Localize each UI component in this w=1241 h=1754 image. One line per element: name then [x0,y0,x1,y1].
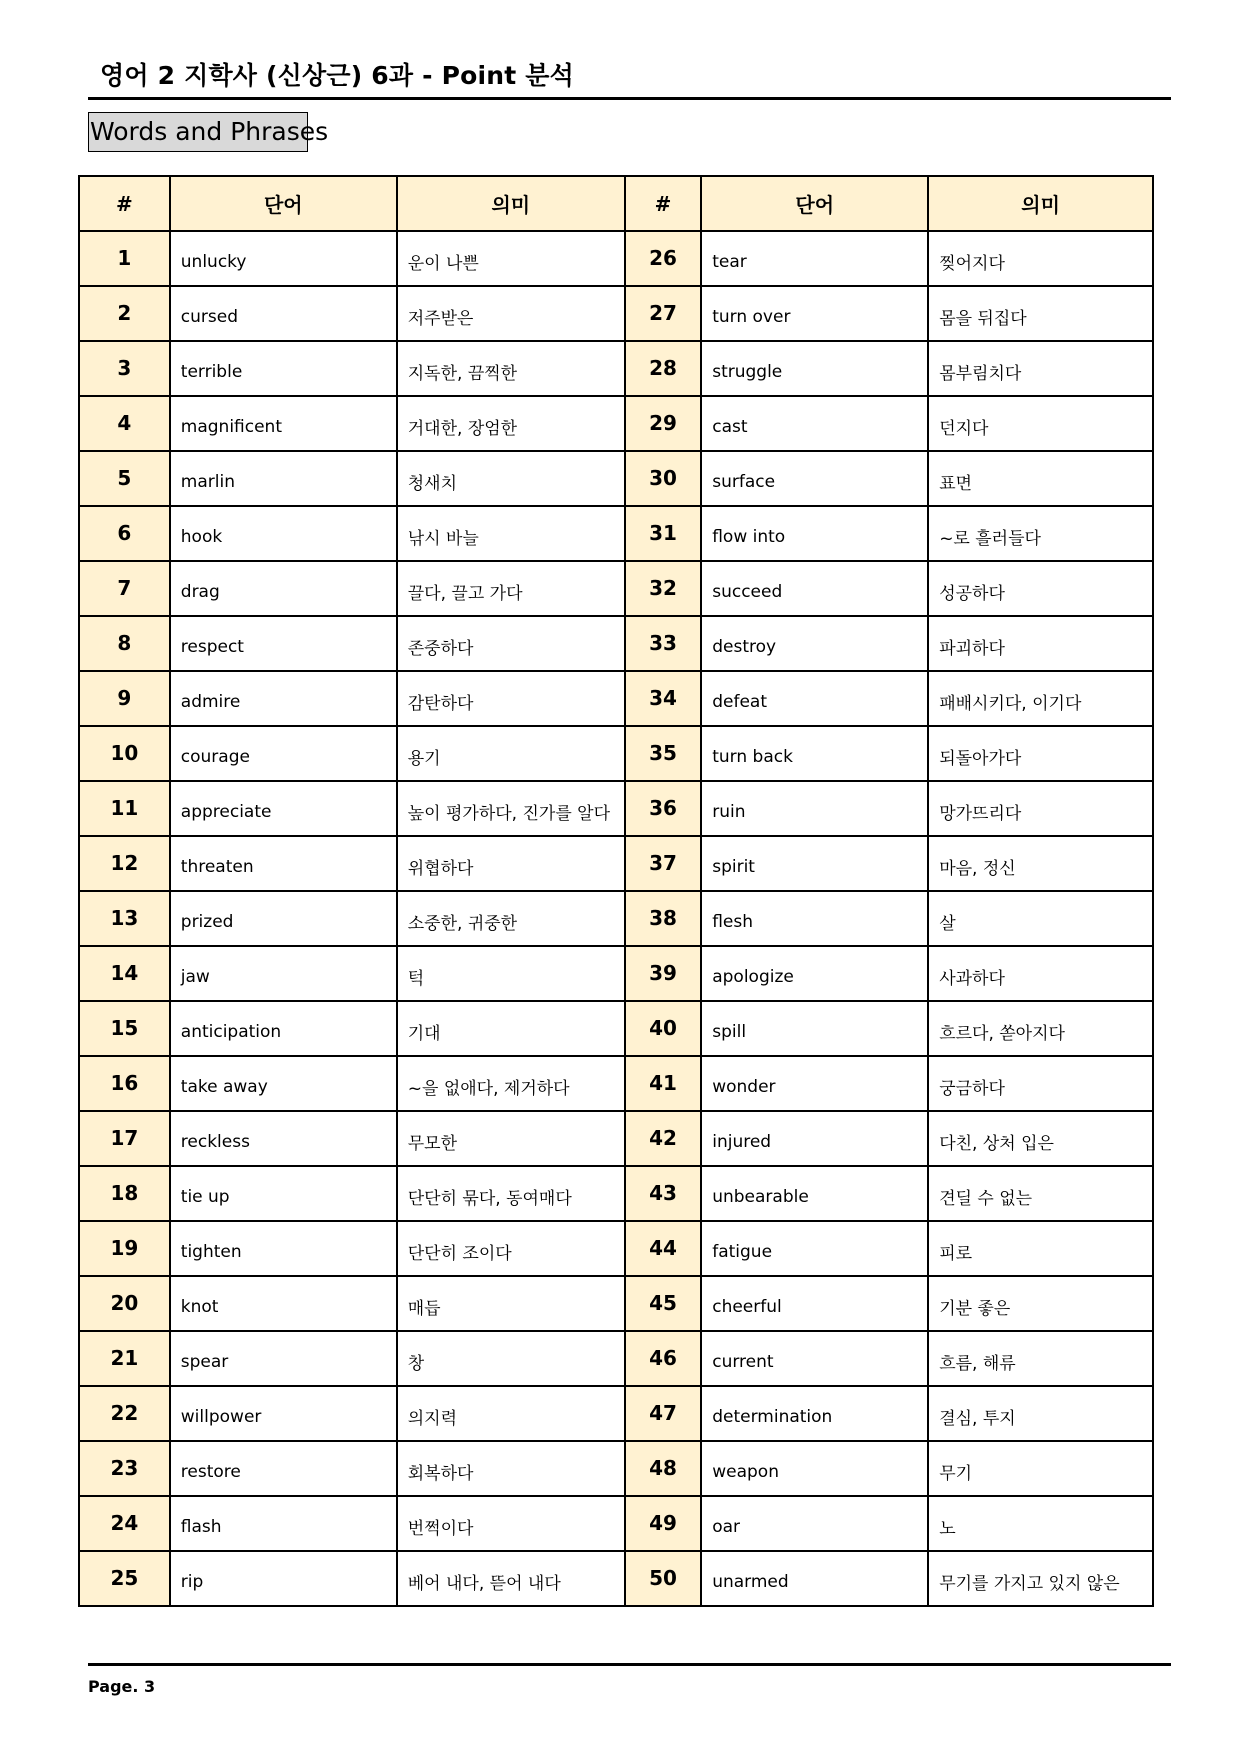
row-number: 23 [79,1441,170,1496]
meaning-cell: 끌다, 끌고 가다 [397,561,625,616]
word-cell: spear [170,1331,397,1386]
header-word-right: 단어 [701,176,928,231]
row-number: 30 [625,451,701,506]
word-cell: current [701,1331,928,1386]
row-number: 7 [79,561,170,616]
word-cell: knot [170,1276,397,1331]
meaning-cell: ~로 흘러들다 [928,506,1153,561]
word-cell: tie up [170,1166,397,1221]
meaning-cell: 단단히 묶다, 동여매다 [397,1166,625,1221]
word-cell: spirit [701,836,928,891]
meaning-cell: 파괴하다 [928,616,1153,671]
row-number: 5 [79,451,170,506]
table-row [79,1276,1153,1331]
row-number: 31 [625,506,701,561]
table-row [79,396,1153,451]
meaning-cell: 무모한 [397,1111,625,1166]
word-cell: succeed [701,561,928,616]
word-cell: courage [170,726,397,781]
meaning-cell: 용기 [397,726,625,781]
row-number: 18 [79,1166,170,1221]
meaning-cell: 던지다 [928,396,1153,451]
row-number: 42 [625,1111,701,1166]
table-row [79,1166,1153,1221]
meaning-cell: 의지력 [397,1386,625,1441]
table-row [79,341,1153,396]
table-row [79,1001,1153,1056]
row-number: 27 [625,286,701,341]
row-number: 34 [625,671,701,726]
row-number: 33 [625,616,701,671]
meaning-cell: 결심, 투지 [928,1386,1153,1441]
word-cell: jaw [170,946,397,1001]
row-number: 20 [79,1276,170,1331]
meaning-cell: 궁금하다 [928,1056,1153,1111]
word-cell: cursed [170,286,397,341]
row-number: 47 [625,1386,701,1441]
row-number: 8 [79,616,170,671]
meaning-cell: 마음, 정신 [928,836,1153,891]
meaning-cell: 베어 내다, 뜯어 내다 [397,1551,625,1606]
word-cell: turn over [701,286,928,341]
row-number: 26 [625,231,701,286]
row-number: 43 [625,1166,701,1221]
meaning-cell: 거대한, 장엄한 [397,396,625,451]
meaning-cell: 사과하다 [928,946,1153,1001]
row-number: 24 [79,1496,170,1551]
meaning-cell: 청새치 [397,451,625,506]
table-body [79,231,1153,1606]
meaning-cell: 높이 평가하다, 진가를 알다 [397,781,625,836]
word-cell: reckless [170,1111,397,1166]
row-number: 1 [79,231,170,286]
row-number: 13 [79,891,170,946]
word-cell: magnificent [170,396,397,451]
meaning-cell: 되돌아가다 [928,726,1153,781]
row-number: 32 [625,561,701,616]
table-row [79,616,1153,671]
row-number: 48 [625,1441,701,1496]
table-row [79,286,1153,341]
meaning-cell: 노 [928,1496,1153,1551]
word-cell: drag [170,561,397,616]
meaning-cell: 기분 좋은 [928,1276,1153,1331]
word-cell: wonder [701,1056,928,1111]
row-number: 25 [79,1551,170,1606]
meaning-cell: 견딜 수 없는 [928,1166,1153,1221]
row-number: 12 [79,836,170,891]
word-cell: hook [170,506,397,561]
row-number: 50 [625,1551,701,1606]
row-number: 9 [79,671,170,726]
word-cell: unarmed [701,1551,928,1606]
meaning-cell: 흐름, 해류 [928,1331,1153,1386]
header-number-left: # [79,176,170,231]
word-cell: rip [170,1551,397,1606]
row-number: 41 [625,1056,701,1111]
row-number: 49 [625,1496,701,1551]
section-label: Words and Phrases [88,112,308,152]
row-number: 40 [625,1001,701,1056]
word-cell: weapon [701,1441,928,1496]
row-number: 14 [79,946,170,1001]
row-number: 10 [79,726,170,781]
title-divider [88,97,1171,100]
meaning-cell: 흐르다, 쏟아지다 [928,1001,1153,1056]
row-number: 29 [625,396,701,451]
meaning-cell: 턱 [397,946,625,1001]
row-number: 15 [79,1001,170,1056]
row-number: 44 [625,1221,701,1276]
word-cell: fatigue [701,1221,928,1276]
meaning-cell: 기대 [397,1001,625,1056]
table-row [79,451,1153,506]
word-cell: flesh [701,891,928,946]
meaning-cell: 낚시 바늘 [397,506,625,561]
meaning-cell: 창 [397,1331,625,1386]
row-number: 45 [625,1276,701,1331]
meaning-cell: 위협하다 [397,836,625,891]
word-cell: ruin [701,781,928,836]
table-row [79,891,1153,946]
row-number: 38 [625,891,701,946]
word-cell: admire [170,671,397,726]
meaning-cell: 존중하다 [397,616,625,671]
meaning-cell: 살 [928,891,1153,946]
row-number: 22 [79,1386,170,1441]
word-cell: injured [701,1111,928,1166]
meaning-cell: ~을 없애다, 제거하다 [397,1056,625,1111]
meaning-cell: 패배시키다, 이기다 [928,671,1153,726]
table-row [79,1551,1153,1606]
meaning-cell: 단단히 조이다 [397,1221,625,1276]
word-cell: take away [170,1056,397,1111]
word-cell: oar [701,1496,928,1551]
table-row [79,946,1153,1001]
word-cell: appreciate [170,781,397,836]
row-number: 28 [625,341,701,396]
word-cell: unlucky [170,231,397,286]
table-row [79,1496,1153,1551]
word-cell: tighten [170,1221,397,1276]
word-cell: flash [170,1496,397,1551]
word-cell: prized [170,891,397,946]
meaning-cell: 망가뜨리다 [928,781,1153,836]
row-number: 17 [79,1111,170,1166]
meaning-cell: 매듭 [397,1276,625,1331]
word-cell: determination [701,1386,928,1441]
word-cell: flow into [701,506,928,561]
meaning-cell: 성공하다 [928,561,1153,616]
header-word-left: 단어 [170,176,397,231]
word-cell: turn back [701,726,928,781]
row-number: 39 [625,946,701,1001]
page-number: Page. 3 [88,1677,156,1696]
row-number: 3 [79,341,170,396]
word-cell: struggle [701,341,928,396]
word-cell: terrible [170,341,397,396]
table-row [79,1221,1153,1276]
meaning-cell: 번쩍이다 [397,1496,625,1551]
row-number: 2 [79,286,170,341]
row-number: 4 [79,396,170,451]
row-number: 36 [625,781,701,836]
word-cell: surface [701,451,928,506]
word-cell: cheerful [701,1276,928,1331]
header-number-right: # [625,176,701,231]
meaning-cell: 소중한, 귀중한 [397,891,625,946]
table-row [79,1386,1153,1441]
meaning-cell: 감탄하다 [397,671,625,726]
meaning-cell: 찢어지다 [928,231,1153,286]
row-number: 6 [79,506,170,561]
meaning-cell: 피로 [928,1221,1153,1276]
table-row [79,506,1153,561]
word-cell: respect [170,616,397,671]
row-number: 11 [79,781,170,836]
table-row [79,561,1153,616]
word-cell: anticipation [170,1001,397,1056]
meaning-cell: 저주받은 [397,286,625,341]
row-number: 16 [79,1056,170,1111]
word-cell: restore [170,1441,397,1496]
header-meaning-right: 의미 [928,176,1153,231]
meaning-cell: 몸을 뒤집다 [928,286,1153,341]
table-row [79,726,1153,781]
meaning-cell: 무기를 가지고 있지 않은 [928,1551,1153,1606]
meaning-cell: 운이 나쁜 [397,231,625,286]
word-cell: unbearable [701,1166,928,1221]
word-cell: apologize [701,946,928,1001]
word-cell: destroy [701,616,928,671]
footer-divider [88,1663,1171,1666]
word-cell: defeat [701,671,928,726]
meaning-cell: 회복하다 [397,1441,625,1496]
table-row [79,836,1153,891]
page-title: 영어 2 지학사 (신상근) 6과 - Point 분석 [100,61,575,90]
row-number: 46 [625,1331,701,1386]
word-cell: spill [701,1001,928,1056]
row-number: 35 [625,726,701,781]
table-row [79,1111,1153,1166]
meaning-cell: 몸부림치다 [928,341,1153,396]
word-cell: tear [701,231,928,286]
word-cell: marlin [170,451,397,506]
table-row [79,1056,1153,1111]
row-number: 37 [625,836,701,891]
meaning-cell: 다친, 상처 입은 [928,1111,1153,1166]
table-row [79,671,1153,726]
table-header-row [79,176,1153,231]
row-number: 19 [79,1221,170,1276]
table-row [79,781,1153,836]
row-number: 21 [79,1331,170,1386]
word-cell: threaten [170,836,397,891]
table-row [79,1331,1153,1386]
vocabulary-table [78,175,1154,1607]
header-meaning-left: 의미 [397,176,625,231]
word-cell: cast [701,396,928,451]
meaning-cell: 무기 [928,1441,1153,1496]
meaning-cell: 지독한, 끔찍한 [397,341,625,396]
word-cell: willpower [170,1386,397,1441]
table-row [79,1441,1153,1496]
meaning-cell: 표면 [928,451,1153,506]
table-row [79,231,1153,286]
